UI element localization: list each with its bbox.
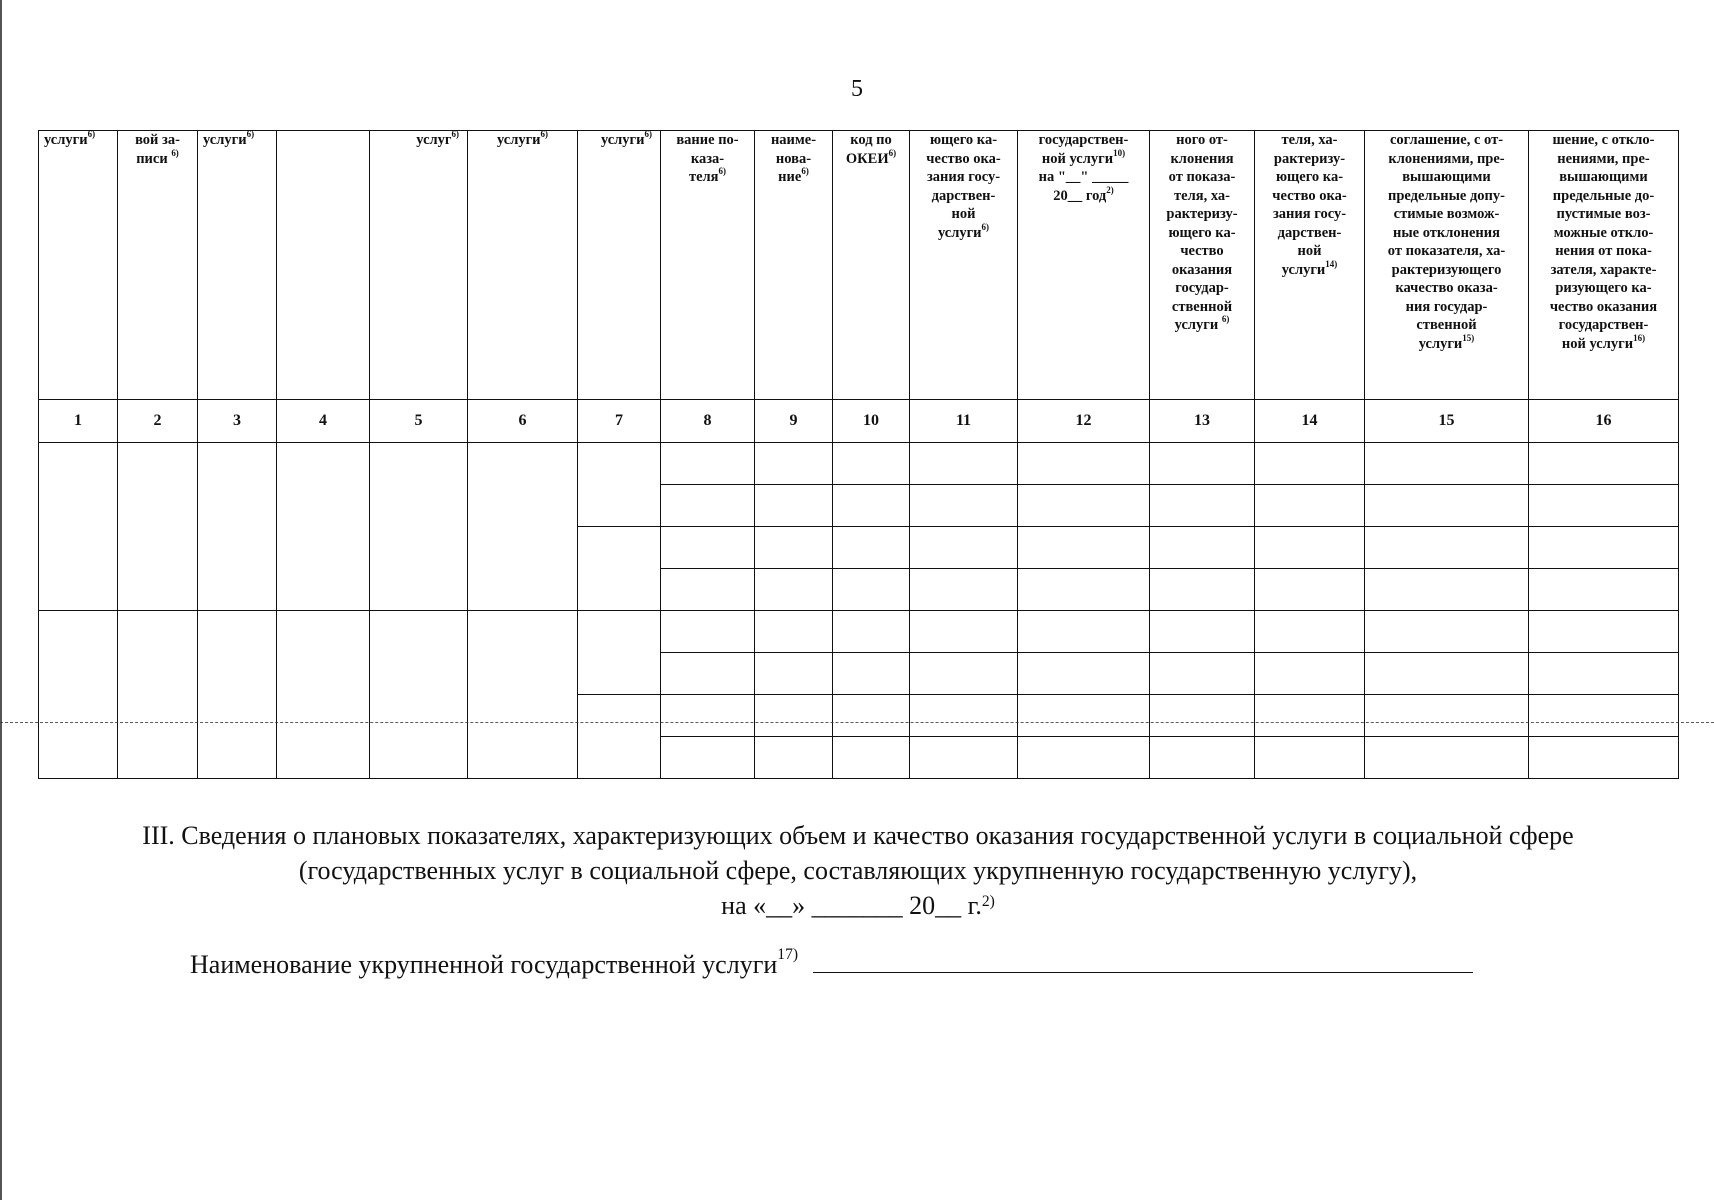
enlarged-service-name-field: Наименование укрупненной государственной услуги$^{17)}$ [190,950,1473,980]
empty-cell[interactable] [1365,695,1529,737]
empty-cell[interactable] [755,611,833,653]
empty-cell[interactable] [910,443,1018,485]
empty-cell[interactable] [661,737,755,779]
empty-cell[interactable] [118,443,198,611]
empty-cell[interactable] [1529,737,1679,779]
empty-cell[interactable] [578,611,661,695]
header-cell-4 [277,131,370,400]
empty-cell[interactable] [833,737,910,779]
empty-cell[interactable] [1150,485,1255,527]
header-cell-9: наиме- нова- ние$^{6)}$ [755,131,833,400]
header-cell-5: услуг$^{6)}$ [370,131,468,400]
header-cell-7: услуги$^{6)}$ [578,131,661,400]
empty-cell[interactable] [578,695,661,779]
table-row [39,611,1679,653]
empty-cell[interactable] [1018,485,1150,527]
empty-cell[interactable] [833,653,910,695]
empty-cell[interactable] [1018,527,1150,569]
header-cell-15: соглашение, с от- клонениями, пре- вышающими предельные допу- стимые возмож- ные отклонения от показателя, ха- рактеризующего качество оказа- ния государ- ственной услуги$^{15)}$ [1365,131,1529,400]
field-label: Наименование укрупненной государственной услуги [190,950,778,979]
empty-cell[interactable] [1255,527,1365,569]
section-title-line-1: III. Сведения о плановых показателях, характеризующих объем и качество оказания государственной услуги в социальной сфере [142,821,1574,850]
scan-left-edge [0,0,2,1200]
empty-cell[interactable] [39,611,118,779]
header-cell-16: шение, с откло- нениями, пре- вышающими предельные до- пустимые воз- можные откло- нения от пока- зателя, характе- ризующего ка- чество оказания государствен- ной услуги$^{16)}$ [1529,131,1679,400]
empty-cell[interactable] [661,443,755,485]
empty-cell[interactable] [910,737,1018,779]
empty-cell[interactable] [277,611,370,779]
column-number: 2 [118,400,198,443]
empty-cell[interactable] [755,443,833,485]
empty-cell[interactable] [1150,695,1255,737]
empty-cell[interactable] [755,695,833,737]
header-cell-14: теля, ха- рактеризу- ющего ка- чество ока- зания госу- дарствен- ной услуги$^{14)}$ [1255,131,1365,400]
empty-cell[interactable] [833,569,910,611]
empty-cell[interactable] [661,653,755,695]
empty-cell[interactable] [1150,443,1255,485]
empty-cell[interactable] [755,527,833,569]
empty-cell[interactable] [910,611,1018,653]
header-cell-8: вание по- каза- теля$^{6)}$ [661,131,755,400]
column-number: 7 [578,400,661,443]
empty-cell[interactable] [198,611,277,779]
empty-cell[interactable] [755,653,833,695]
empty-cell[interactable] [1255,737,1365,779]
empty-cell[interactable] [1255,653,1365,695]
column-number: 11 [910,400,1018,443]
empty-cell[interactable] [833,443,910,485]
empty-cell[interactable] [1365,569,1529,611]
empty-cell[interactable] [1018,737,1150,779]
column-number: 3 [198,400,277,443]
scan-cut-line [0,722,1714,723]
empty-cell[interactable] [910,485,1018,527]
header-cell-13: ного от- клонения от показа- теля, ха- рактеризу- ющего ка- чество оказания государ- ственной услуги $^{6)}$ [1150,131,1255,400]
empty-cell[interactable] [1018,611,1150,653]
empty-cell[interactable] [1018,443,1150,485]
empty-cell[interactable] [1255,569,1365,611]
empty-cell[interactable] [1529,527,1679,569]
empty-cell[interactable] [578,527,661,611]
field-blank-line[interactable] [813,950,1473,973]
empty-cell[interactable] [1150,653,1255,695]
header-cell-12: государствен- ной услуги$^{10)}$ на "__" _____ 20__ год$^{2)}$ [1018,131,1150,400]
empty-cell[interactable] [370,611,468,779]
empty-cell[interactable] [910,569,1018,611]
empty-cell[interactable] [1365,737,1529,779]
empty-cell[interactable] [833,527,910,569]
header-cell-2: вой за- писи $^{6)}$ [118,131,198,400]
header-cell-10: код по ОКЕИ$^{6)}$ [833,131,910,400]
column-number: 8 [661,400,755,443]
empty-cell[interactable] [833,695,910,737]
empty-cell[interactable] [1365,443,1529,485]
empty-cell[interactable] [1255,611,1365,653]
empty-cell[interactable] [1018,653,1150,695]
column-number: 9 [755,400,833,443]
indicators-table [38,130,1679,779]
empty-cell[interactable] [661,485,755,527]
header-cell-11: ющего ка- чество ока- зания госу- дарствен- ной услуги$^{6)}$ [910,131,1018,400]
empty-cell[interactable] [1529,485,1679,527]
header-cell-6: услуги$^{6)}$ [468,131,578,400]
empty-cell[interactable] [1529,695,1679,737]
empty-cell[interactable] [661,527,755,569]
empty-cell[interactable] [833,611,910,653]
empty-cell[interactable] [661,695,755,737]
column-number: 10 [833,400,910,443]
empty-cell[interactable] [1018,695,1150,737]
empty-cell[interactable] [1529,443,1679,485]
empty-cell[interactable] [661,569,755,611]
column-number: 15 [1365,400,1529,443]
empty-cell[interactable] [755,569,833,611]
empty-cell[interactable] [468,611,578,779]
section-title-line-3: на «__» _______ 20__ г.$^{2)}$ [721,891,995,920]
empty-cell[interactable] [1255,485,1365,527]
empty-cell[interactable] [1255,695,1365,737]
empty-cell[interactable] [1529,569,1679,611]
empty-cell[interactable] [578,443,661,527]
column-number: 1 [39,400,118,443]
empty-cell[interactable] [661,611,755,653]
header-cell-1: услуги$^{6)}$ [39,131,118,400]
empty-cell[interactable] [468,443,578,611]
column-number: 5 [370,400,468,443]
section-heading [40,818,1676,923]
empty-cell[interactable] [277,443,370,611]
empty-cell[interactable] [370,443,468,611]
empty-cell[interactable] [910,695,1018,737]
column-number-row [39,400,1679,443]
empty-cell[interactable] [910,653,1018,695]
empty-cell[interactable] [1150,611,1255,653]
empty-cell[interactable] [1365,485,1529,527]
empty-cell[interactable] [1150,527,1255,569]
empty-cell[interactable] [1529,653,1679,695]
column-number: 6 [468,400,578,443]
empty-cell[interactable] [833,485,910,527]
empty-cell[interactable] [1150,569,1255,611]
column-number: 16 [1529,400,1679,443]
column-number: 12 [1018,400,1150,443]
empty-cell[interactable] [39,443,118,611]
header-cell-3: услуги$^{6)}$ [198,131,277,400]
empty-cell[interactable] [910,527,1018,569]
empty-cell[interactable] [1365,653,1529,695]
empty-cell[interactable] [1018,569,1150,611]
page-number: 5 [851,76,863,102]
empty-cell[interactable] [1255,443,1365,485]
empty-cell[interactable] [1150,737,1255,779]
table-row [39,443,1679,485]
empty-cell[interactable] [118,611,198,779]
table-header-row [39,131,1679,400]
empty-cell[interactable] [1365,611,1529,653]
empty-cell[interactable] [198,443,277,611]
empty-cell[interactable] [755,485,833,527]
section-title-line-2: (государственных услуг в социальной сфере, составляющих укрупненную государственную услугу), [298,856,1418,885]
empty-cell[interactable] [1365,527,1529,569]
column-number: 13 [1150,400,1255,443]
column-number: 4 [277,400,370,443]
column-number: 14 [1255,400,1365,443]
empty-cell[interactable] [755,737,833,779]
empty-cell[interactable] [1529,611,1679,653]
